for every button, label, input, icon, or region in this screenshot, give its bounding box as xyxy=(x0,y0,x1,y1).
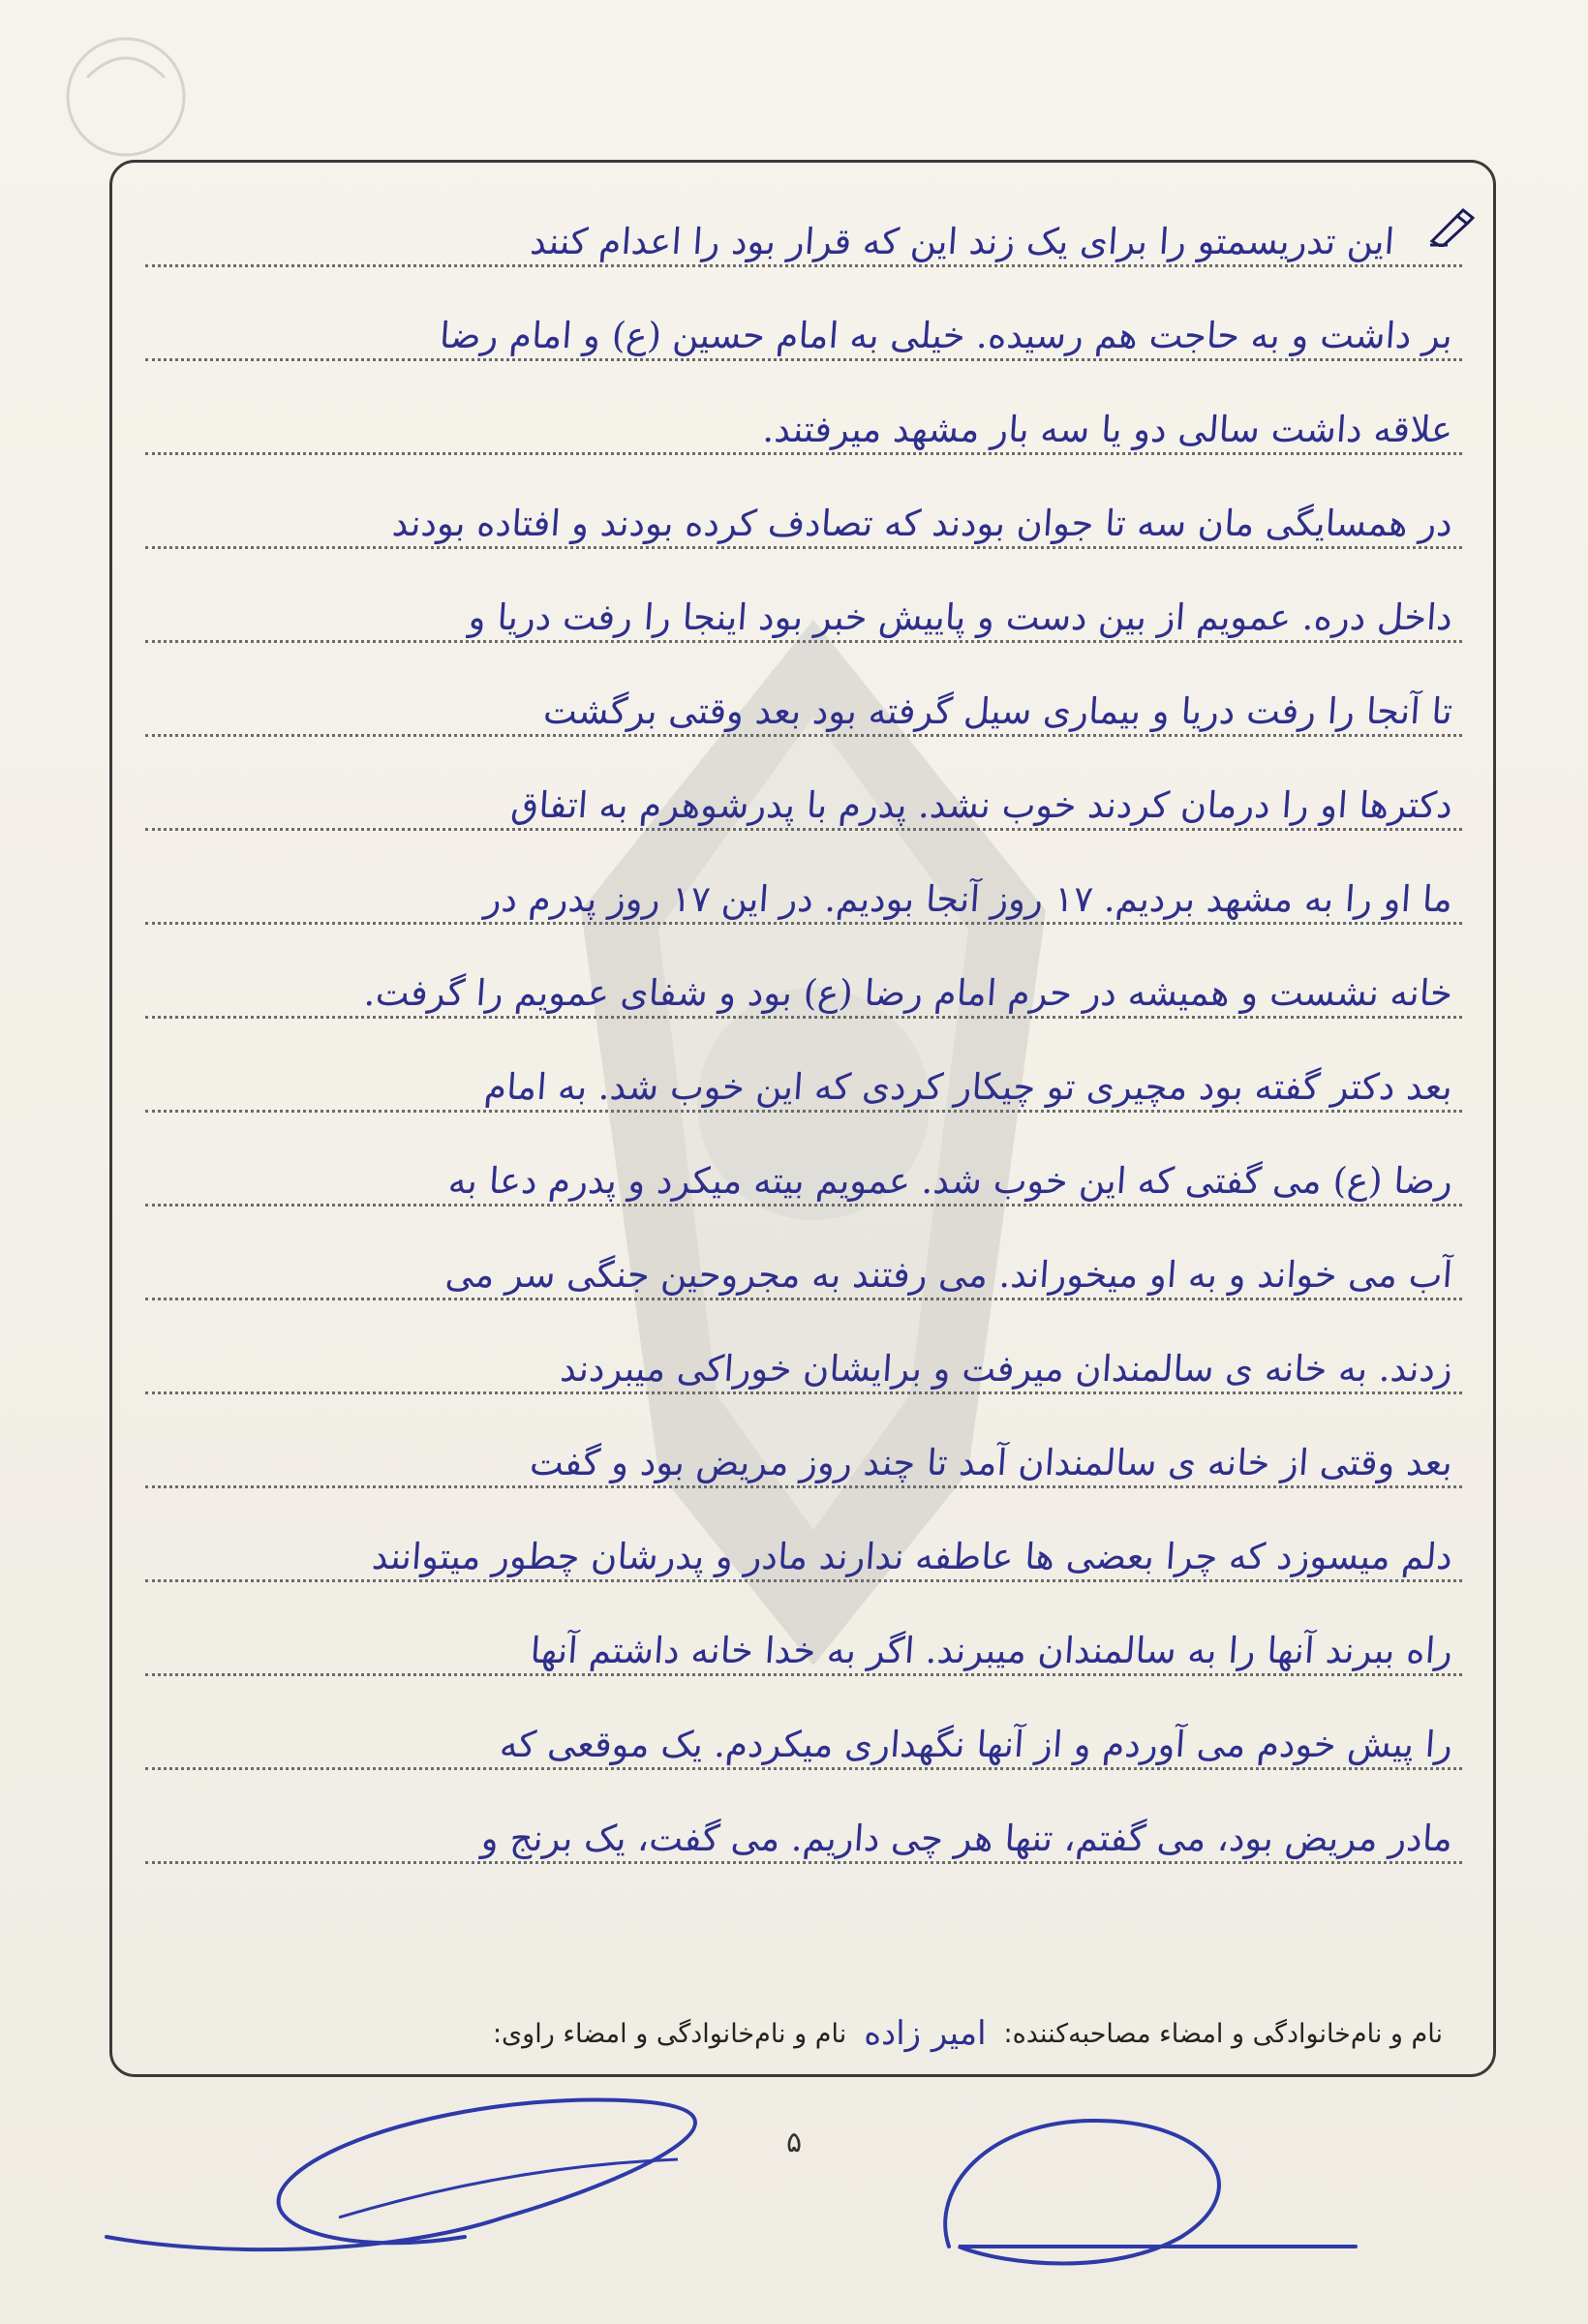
text-line: علاقه داشت سالی دو یا سه بار مشهد میرفتند. xyxy=(145,377,1462,471)
text-line: آب می خواند و به او میخوراند. می رفتند به مجروحین جنگی سر می xyxy=(145,1222,1462,1316)
text-line: زدند. به خانه ی سالمندان میرفت و برایشان خوراکی میبردند xyxy=(145,1316,1462,1410)
text-line: مادر مریض بود، می گفتم، تنها هر چی داریم. می گفت، یک برنج و xyxy=(145,1786,1462,1880)
text-line: این تدریسمتو را برای یک زند این که قرار بود را اعدام کنند xyxy=(145,189,1462,283)
handwritten-text-block xyxy=(145,189,1462,1880)
interviewer-name: امیر زاده xyxy=(864,2014,987,2053)
text-line: در همسایگی مان سه تا جوان بودند که تصادف کرده بودند و افتاده بودند xyxy=(145,471,1462,565)
narrator-label: نام و نام‌خانوادگی و امضاء راوی: xyxy=(492,2018,847,2049)
text-line: رضا (ع) می گفتی که این خوب شد. عمویم بیته میکرد و پدرم دعا به xyxy=(145,1128,1462,1222)
text-line: بر داشت و به حاجت هم رسیده. خیلی به امام حسین (ع) و امام رضا xyxy=(145,283,1462,377)
text-line: داخل دره. عمویم از بین دست و پاییش خبر بود اینجا را رفت دریا و xyxy=(145,565,1462,658)
text-line: دکترها او را درمان کردند خوب نشد. پدرم با پدرشوهرم به اتفاق xyxy=(145,752,1462,846)
text-line: بعد وقتی از خانه ی سالمندان آمد تا چند روز مریض بود و گفت xyxy=(145,1410,1462,1504)
interviewer-label: نام و نام‌خانوادگی و امضاء مصاحبه‌کننده: xyxy=(1003,2018,1443,2049)
text-line: خانه نشست و همیشه در حرم امام رضا (ع) بود و شفای عمویم را گرفت. xyxy=(145,940,1462,1034)
page-number: ۵ xyxy=(785,2125,803,2159)
text-line: دلم میسوزد که چرا بعضی ها عاطفه ندارند مادر و پدرشان چطور میتوانند xyxy=(145,1504,1462,1598)
text-line: بعد دکتر گفته بود مچیری تو چیکار کردی که این خوب شد. به امام xyxy=(145,1034,1462,1128)
text-line: ما او را به مشهد بردیم. ۱۷ روز آنجا بودیم. در این ۱۷ روز پدرم در xyxy=(145,846,1462,940)
signature-footer xyxy=(136,2009,1452,2058)
text-line: تا آنجا را رفت دریا و بیماری سیل گرفته بود بعد وقتی برگشت xyxy=(145,658,1462,752)
narrator-signature-icon xyxy=(97,2072,755,2266)
text-line: را پیش خودم می آوردم و از آنها نگهداری میکردم. یک موقعی که xyxy=(145,1692,1462,1786)
text-line: راه ببرند آنها را به سالمندان میبرند. اگر به خدا خانه داشتم آنها xyxy=(145,1598,1462,1692)
faded-stamp-icon xyxy=(29,19,223,174)
